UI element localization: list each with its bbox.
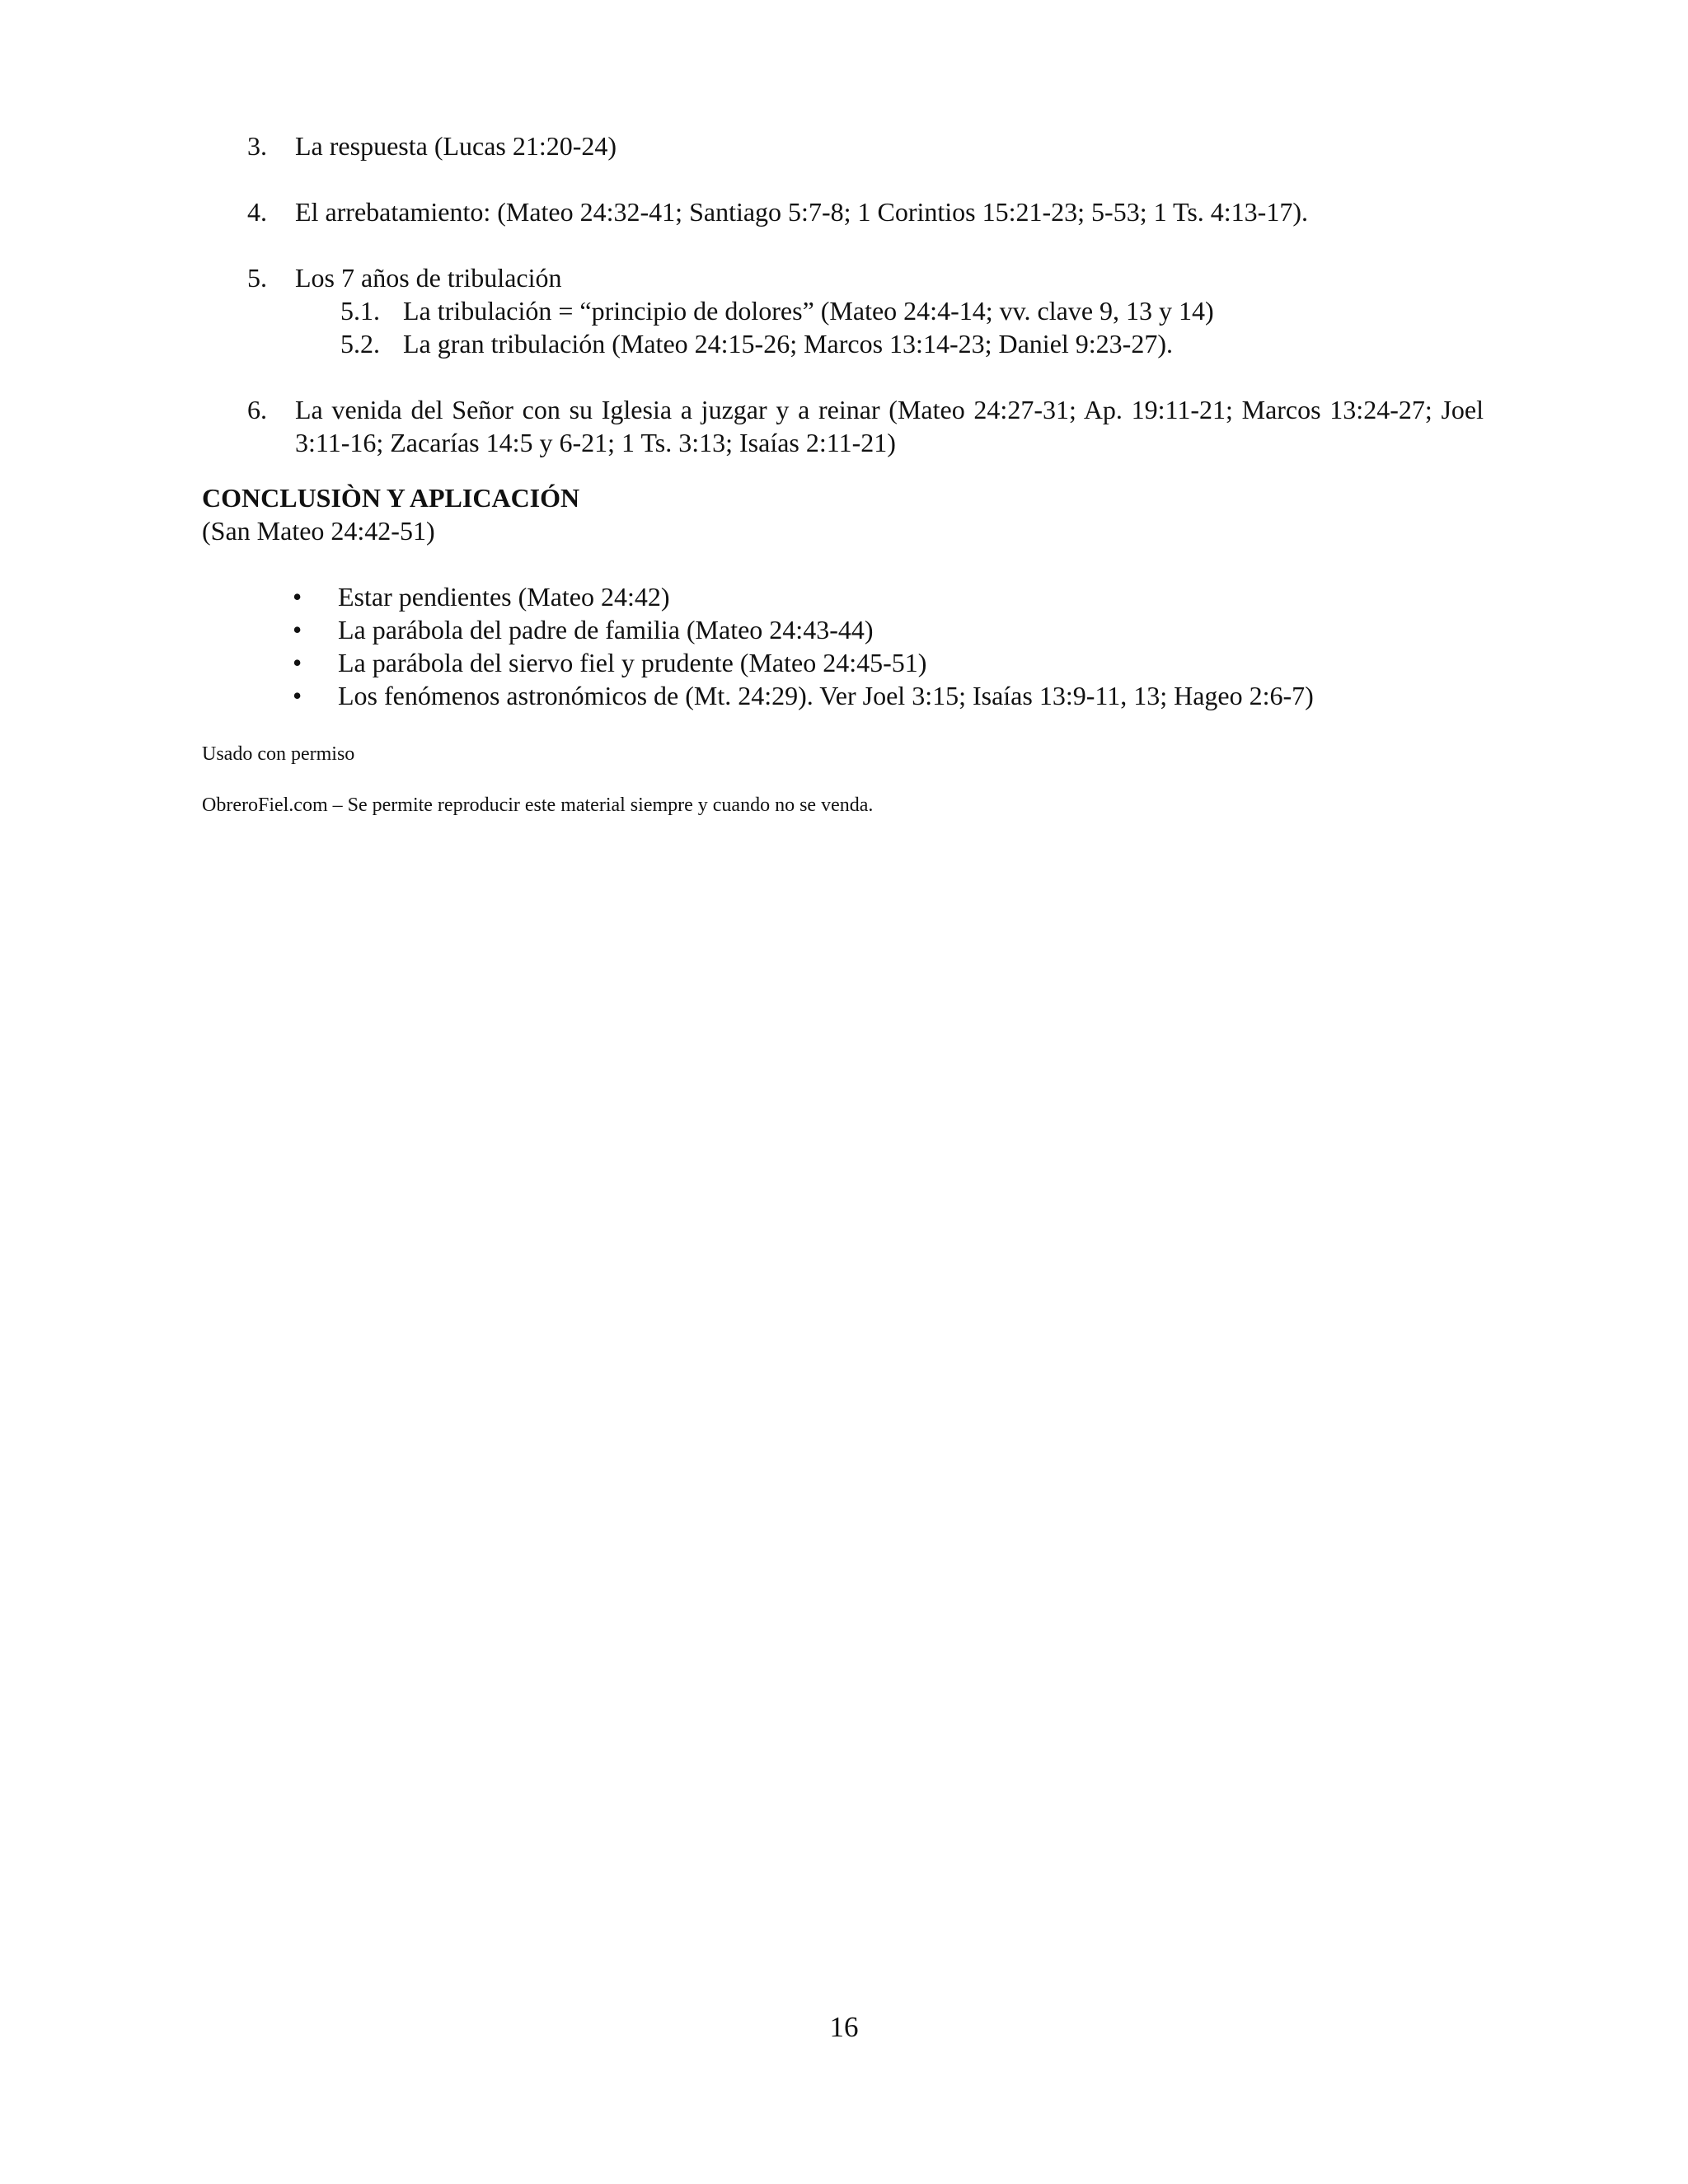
outline-subitem-text: La tribulación = “principio de dolores” (Mateo 24:4-14; vv. clave 9, 13 y 14) [403, 296, 1214, 326]
bullet-text: La parábola del padre de familia (Mateo 24:43-44) [338, 615, 874, 644]
bullet-text: La parábola del siervo fiel y prudente (Mateo 24:45-51) [338, 648, 927, 677]
bullet-icon: • [293, 582, 302, 612]
conclusion-heading: CONCLUSIÒN Y APLICACIÓN [202, 483, 580, 513]
conclusion-reference: (San Mateo 24:42-51) [202, 516, 435, 546]
outline-subitem-text: La gran tribulación (Mateo 24:15-26; Marcos 13:14-23; Daniel 9:23-27). [403, 329, 1173, 359]
outline-item-number: 6. [247, 395, 267, 424]
page-number: 16 [829, 2011, 859, 2043]
copyright-note: ObreroFiel.com – Se permite reproducir este material siempre y cuando no se venda. [202, 794, 874, 816]
outline-item-text: La venida del Señor con su Iglesia a juzgar y a reinar (Mateo 24:27-31; Ap. 19:11-21; Marcos 13:24-27; Joel 3:11-16; Zacarías 14:5 y 6-21; 1 Ts. 3:13; Isaías 2:11-21) [295, 395, 1484, 457]
outline-item-number: 5. [247, 263, 267, 293]
outline-item-text: Los 7 años de tribulación [295, 263, 562, 293]
outline-item-number: 4. [247, 197, 267, 227]
outline-item-number: 3. [247, 131, 267, 161]
outline-subitem-number: 5.1. [340, 296, 380, 326]
outline-item-text: El arrebatamiento: (Mateo 24:32-41; Santiago 5:7-8; 1 Corintios 15:21-23; 5-53; 1 Ts. 4:13-17). [295, 197, 1308, 227]
bullet-text: Estar pendientes (Mateo 24:42) [338, 582, 670, 612]
outline-subitem-number: 5.2. [340, 329, 380, 359]
bullet-icon: • [293, 648, 302, 677]
permission-note: Usado con permiso [202, 743, 355, 765]
bullet-text: Los fenómenos astronómicos de (Mt. 24:29). Ver Joel 3:15; Isaías 13:9-11, 13; Hageo 2:6-7) [338, 681, 1314, 710]
bullet-icon: • [293, 615, 302, 644]
outline-item-text: La respuesta (Lucas 21:20-24) [295, 131, 617, 161]
bullet-icon: • [293, 681, 302, 710]
